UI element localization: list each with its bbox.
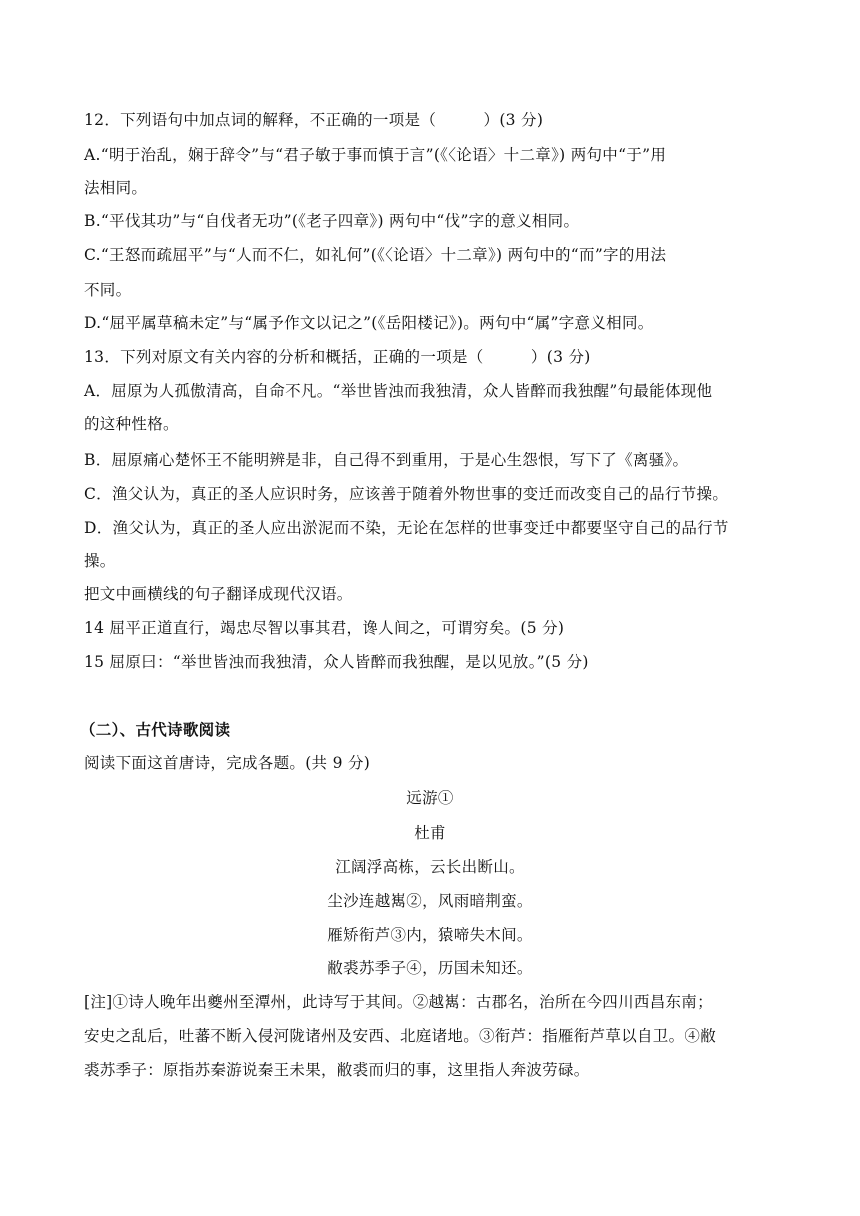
section-heading: （二）、古代诗歌阅读	[80, 720, 231, 739]
q15-prompt: 15 屈原曰：“举世皆浊而我独清，众人皆醉而我独醒，是以见放。”(5 分)	[84, 653, 589, 671]
q13-stem: 13．下列对原文有关内容的分析和概括，正确的一项是（ ）(3 分)	[84, 348, 591, 366]
q12-option-c: C.“王怒而疏屈平”与“人而不仁，如礼何”(《〈论语〉十二章》) 两句中的“而”字的用法	[84, 246, 667, 264]
poem-line: 雁矫衔芦③内，猿啼失木间。	[327, 926, 533, 944]
section-instruction: 阅读下面这首唐诗，完成各题。(共 9 分)	[84, 754, 371, 772]
poem-note-line: 安史之乱后，吐蕃不断入侵河陇诸州及安西、北庭诸地。③衔芦：指雁衔芦草以自卫。④敝	[84, 1027, 717, 1045]
q13-option-d-continued: 操。	[84, 552, 116, 570]
q12-option-c-continued: 不同。	[84, 281, 132, 299]
poem-note-line: 裘苏季子：原指苏秦游说秦王未果，敝裘而归的事，这里指人奔波劳碌。	[84, 1061, 590, 1079]
poem-line: 尘沙连越嶲②，风雨暗荆蛮。	[327, 892, 533, 910]
q12-option-d: D.“屈平属草稿未定”与“属予作文以记之”(《岳阳楼记》)。两句中“属”字意义相同。	[84, 314, 654, 332]
q12-option-b: B.“平伐其功”与“自伐者无功”(《老子四章》) 两句中“伐”字的意义相同。	[84, 212, 580, 230]
q14-prompt: 14 屈平正道直行，竭忠尽智以事其君，谗人间之，可谓穷矣。(5 分)	[84, 619, 565, 637]
q13-option-d: D．渔父认为，真正的圣人应出淤泥而不染，无论在怎样的世事变迁中都要坚守自己的品行节	[84, 519, 729, 537]
poem-line: 敝裘苏季子④，历国未知还。	[327, 959, 533, 977]
q13-option-a-continued: 的这种性格。	[84, 415, 179, 433]
q13-option-a: A．屈原为人孤傲清高，自命不凡。“举世皆浊而我独清，众人皆醉而我独醒”句最能体现他	[84, 382, 713, 400]
poem-note-line: [注]①诗人晚年出夔州至潭州，此诗写于其间。②越嶲：古郡名，治所在今四川西昌东南；	[84, 993, 713, 1011]
poem-title: 远游①	[406, 789, 454, 807]
q12-stem: 12．下列语句中加点词的解释，不正确的一项是（ ）(3 分)	[84, 111, 544, 129]
translate-instruction: 把文中画横线的句子翻译成现代汉语。	[84, 585, 353, 603]
q13-option-c: C．渔父认为，真正的圣人应识时务，应该善于随着外物世事的变迁而改变自己的品行节操。	[84, 485, 729, 503]
q13-option-b: B．屈原痛心楚怀王不能明辨是非，自己得不到重用，于是心生怨恨，写下了《离骚》。	[84, 451, 689, 469]
q12-option-a: A.“明于治乱，娴于辞令”与“君子敏于事而慎于言”(《〈论语〉十二章》) 两句中“于”用	[84, 146, 667, 164]
poem-author: 杜甫	[414, 824, 446, 842]
q12-option-a-continued: 法相同。	[84, 179, 148, 197]
poem-line: 江阔浮高栋，云长出断山。	[335, 858, 525, 876]
